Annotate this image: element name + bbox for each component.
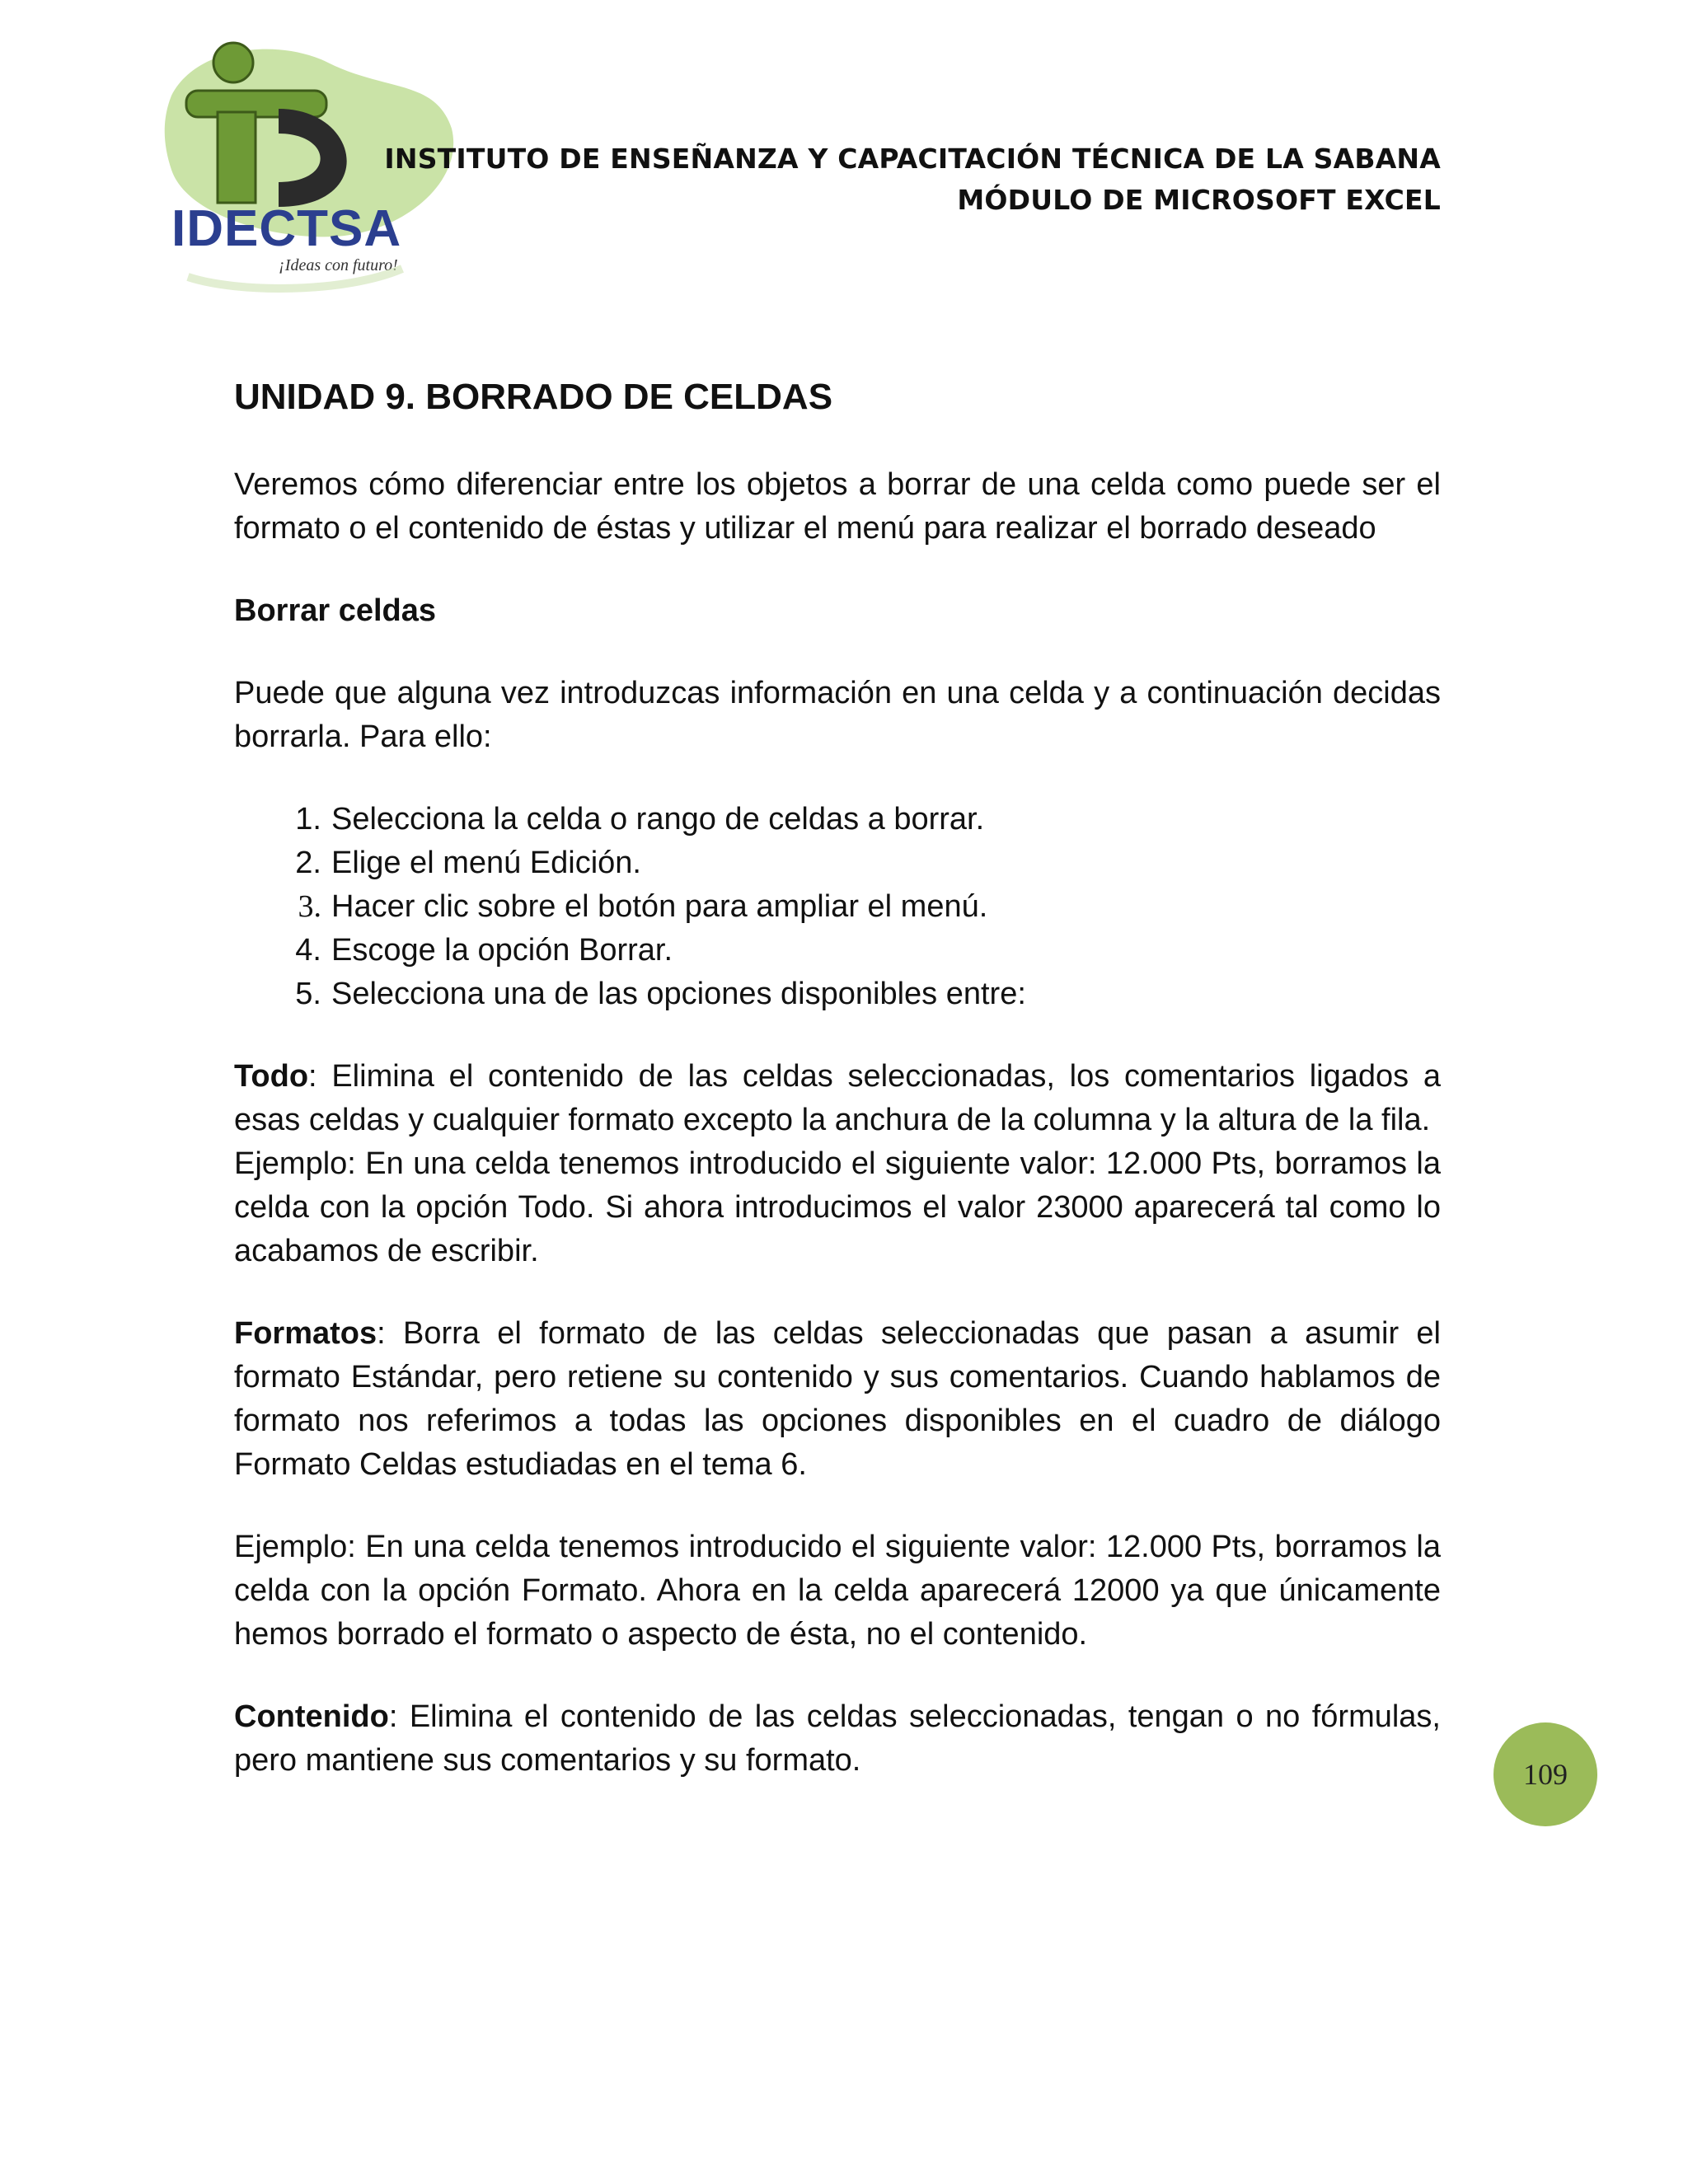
list-item-number: 2.	[295, 846, 321, 880]
list-item-text: Elige el menú Edición.	[331, 846, 641, 880]
section-heading: Borrar celdas	[234, 593, 437, 628]
list-item	[234, 929, 1441, 972]
list-item-text: Selecciona la celda o rango de celdas a borrar.	[331, 802, 985, 837]
formatos-term: Formatos	[234, 1316, 377, 1351]
list-item-number: 4.	[295, 933, 321, 968]
list-item-text: Selecciona una de las opciones disponibles entre:	[331, 977, 1026, 1011]
steps-list	[234, 798, 1441, 1016]
list-item	[234, 841, 1441, 885]
section-intro-paragraph: Puede que alguna vez introduzcas información en una celda y a continuación decidas borrarla. Para ello:	[234, 676, 1441, 754]
todo-description: : Elimina el contenido de las celdas seleccionadas, los comentarios ligados a esas celdas y cualquier formato excepto la anchura de la columna y la altura de la fila.	[234, 1059, 1441, 1137]
header-module-name: MÓDULO DE MICROSOFT EXCEL	[957, 184, 1441, 216]
formatos-description: : Borra el formato de las celdas seleccionadas que pasan a asumir el formato Estándar, pero retiene su contenido y sus comentarios. Cuando hablamos de formato nos referimos a todas las opciones disponibles en el cuadro de diálogo Formato Celdas estudiadas en el tema 6.	[234, 1316, 1441, 1482]
list-item-number: 1.	[295, 802, 321, 837]
document-body	[234, 373, 1441, 1783]
list-item	[234, 798, 1441, 841]
formatos-example: Ejemplo: En una celda tenemos introducido el siguiente valor: 12.000 Pts, borramos la celda con la opción Formato. Ahora en la celda aparecerá 12000 ya que únicamente hemos borrado el formato o aspecto de ésta, no el contenido.	[234, 1530, 1441, 1652]
list-item-number: 3.	[298, 889, 321, 924]
page-number-badge	[1493, 1722, 1597, 1826]
list-item-number: 5.	[295, 977, 321, 1011]
intro-paragraph: Veremos cómo diferenciar entre los objetos a borrar de una celda como puede ser el formato o el contenido de éstas y utilizar el menú para realizar el borrado deseado	[234, 467, 1441, 546]
list-item	[234, 885, 1441, 929]
list-item	[234, 972, 1441, 1016]
todo-term: Todo	[234, 1059, 309, 1094]
contenido-description: : Elimina el contenido de las celdas seleccionadas, tengan o no fórmulas, pero mantiene sus comentarios y su formato.	[234, 1699, 1441, 1778]
list-item-text: Escoge la opción Borrar.	[331, 933, 673, 968]
list-item-text: Hacer clic sobre el botón para ampliar el menú.	[331, 889, 988, 924]
todo-paragraph	[234, 1055, 1441, 1142]
todo-example: Ejemplo: En una celda tenemos introducido el siguiente valor: 12.000 Pts, borramos la celda con la opción Todo. Si ahora introducimos el valor 23000 aparecerá tal como lo acabamos de escribir.	[234, 1146, 1441, 1268]
formatos-paragraph	[234, 1312, 1441, 1487]
logo-wordmark: IDECTSA	[171, 200, 402, 257]
header-institute-name: INSTITUTO DE ENSEÑANZA Y CAPACITACIÓN TÉCNICA DE LA SABANA	[384, 143, 1441, 175]
document-header	[384, 138, 1441, 221]
page-number: 109	[1523, 1758, 1568, 1791]
contenido-term: Contenido	[234, 1699, 389, 1734]
contenido-paragraph	[234, 1695, 1441, 1783]
unit-title: UNIDAD 9. BORRADO DE CELDAS	[234, 377, 833, 417]
logo-tagline: ¡Ideas con futuro!	[279, 256, 398, 274]
